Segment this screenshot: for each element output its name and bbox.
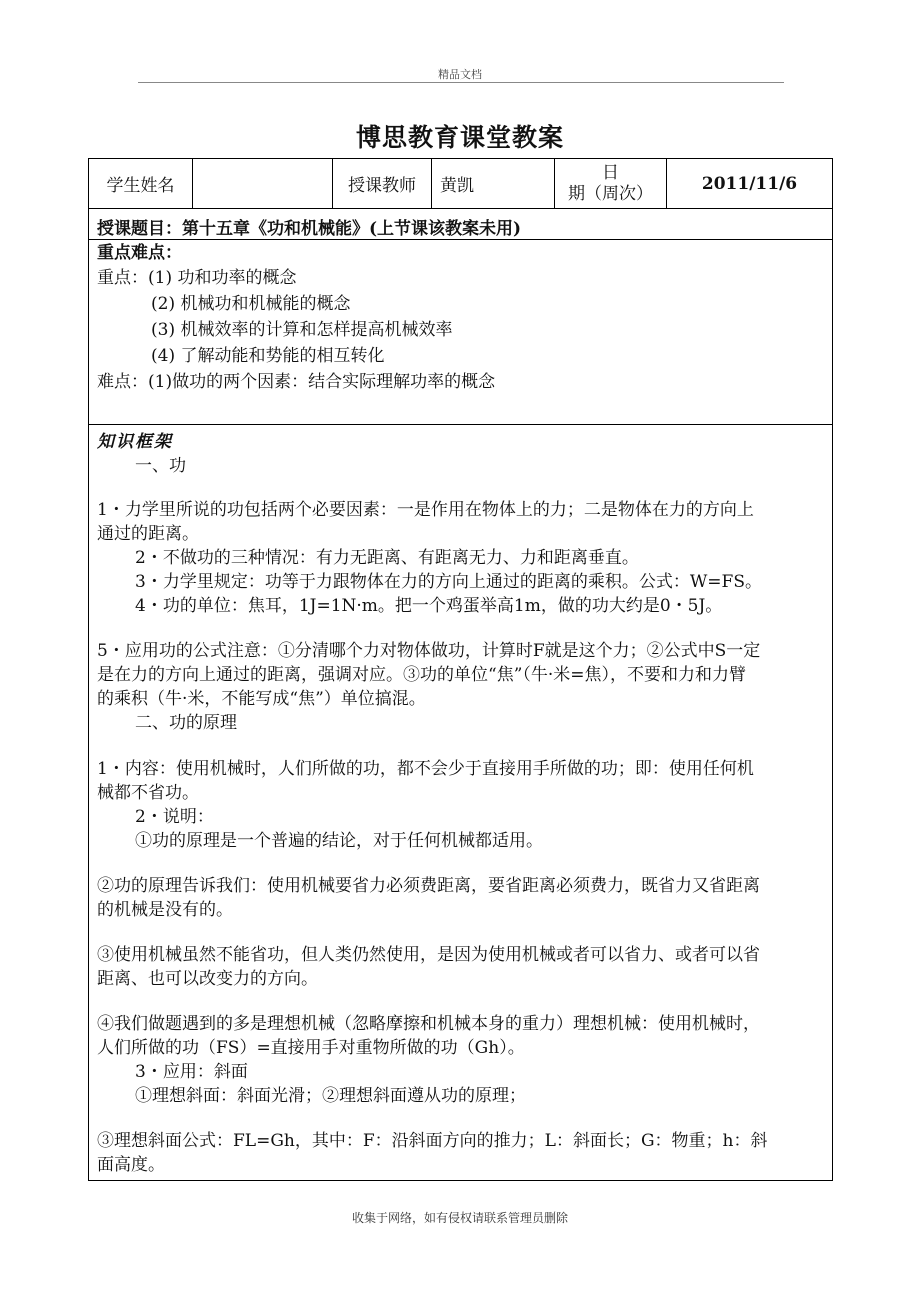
content-line: 2・说明： — [135, 807, 214, 827]
lesson-topic: 授课题目：第十五章《功和机械能》(上节课该教案未用) — [89, 209, 832, 240]
date-label-line2: 期（周次） — [568, 183, 653, 204]
content-line: 是在力的方向上通过的距离，强调对应。③功的单位“焦”（牛·米=焦），不要和力和力臂 — [97, 665, 747, 685]
difficulty-line: 难点：(1)做功的两个因素：结合实际理解功率的概念 — [97, 372, 496, 392]
key-points-heading: 重点难点： — [97, 243, 182, 263]
content-line: ①理想斜面：斜面光滑；②理想斜面遵从功的原理； — [135, 1086, 526, 1106]
content-line: 面高度。 — [97, 1155, 165, 1175]
key-point-line: (4) 了解动能和势能的相互转化 — [151, 346, 385, 366]
content-line: ②功的原理告诉我们：使用机械要省力必须费距离，要省距离必须费力，既省力又省距离 — [97, 876, 760, 896]
lesson-plan-table — [88, 158, 833, 1181]
key-point-line: 重点：(1) 功和功率的概念 — [97, 268, 297, 288]
student-value-cell — [193, 159, 333, 208]
student-label-cell — [89, 159, 193, 208]
content-line: 1・内容：使用机械时，人们所做的功，都不会少于直接用手所做的功；即：使用任何机 — [97, 759, 754, 779]
key-point-line: (2) 机械功和机械能的概念 — [151, 294, 351, 314]
date-label-cell — [555, 159, 667, 208]
content-line: 4・功的单位：焦耳，1J=1N·m。把一个鸡蛋举高1m，做的功大约是0・5J。 — [135, 596, 723, 616]
knowledge-framework-section — [89, 425, 832, 1180]
content-line: 距离、也可以改变力的方向。 — [97, 969, 318, 989]
section-heading: 一、功 — [135, 456, 186, 476]
content-line: 3・应用：斜面 — [135, 1062, 248, 1082]
document-title: 博思教育课堂教案 — [355, 123, 564, 152]
date-label-line1: 日 — [602, 162, 619, 183]
content-line: 的乘积（牛·米，不能写成“焦”）单位搞混。 — [97, 689, 426, 709]
date-value-cell — [667, 159, 832, 208]
content-line: 2・不做功的三种情况：有力无距离、有距离无力、力和距离垂直。 — [135, 548, 639, 568]
content-line: ①功的原理是一个普遍的结论，对于任何机械都适用。 — [135, 831, 543, 851]
section-heading: 二、功的原理 — [135, 713, 237, 733]
content-line: 械都不省功。 — [97, 783, 199, 803]
teacher-value-cell — [432, 159, 555, 208]
footer-note: 收集于网络，如有侵权请联系管理员删除 — [351, 1211, 568, 1225]
knowledge-heading: 知识框架 — [97, 432, 173, 452]
content-line: 通过的距离。 — [97, 524, 199, 544]
header-note: 精品文档 — [438, 68, 482, 81]
content-line: 3・力学里规定：功等于力跟物体在力的方向上通过的距离的乘积。公式：W=FS。 — [135, 572, 762, 592]
content-line: ③理想斜面公式：FL=Gh，其中：F：沿斜面方向的推力；L：斜面长；G：物重；h：斜 — [97, 1131, 768, 1151]
teacher-label: 授课教师 — [348, 176, 416, 196]
key-point-line: (3) 机械效率的计算和怎样提高机械效率 — [151, 320, 453, 340]
date-value: 2011/11/6 — [701, 173, 798, 194]
teacher-label-cell — [333, 159, 432, 208]
info-row — [89, 159, 832, 209]
content-line: 1・力学里所说的功包括两个必要因素：一是作用在物体上的力；二是物体在力的方向上 — [97, 500, 754, 520]
content-line: ④我们做题遇到的多是理想机械（忽略摩擦和机械本身的重力）理想机械：使用机械时， — [97, 1014, 760, 1034]
content-line: 人们所做的功（FS）=直接用手对重物所做的功（Gh）。 — [97, 1038, 525, 1058]
teacher-value: 黄凯 — [440, 176, 474, 196]
content-line: 5・应用功的公式注意：①分清哪个力对物体做功，计算时F就是这个力；②公式中S一定 — [97, 641, 761, 661]
content-line: ③使用机械虽然不能省功，但人类仍然使用，是因为使用机械或者可以省力、或者可以省 — [97, 945, 760, 965]
key-points-section — [89, 240, 832, 425]
student-label: 学生姓名 — [106, 176, 175, 196]
content-line: 的机械是没有的。 — [97, 900, 233, 920]
header-divider — [138, 82, 784, 83]
